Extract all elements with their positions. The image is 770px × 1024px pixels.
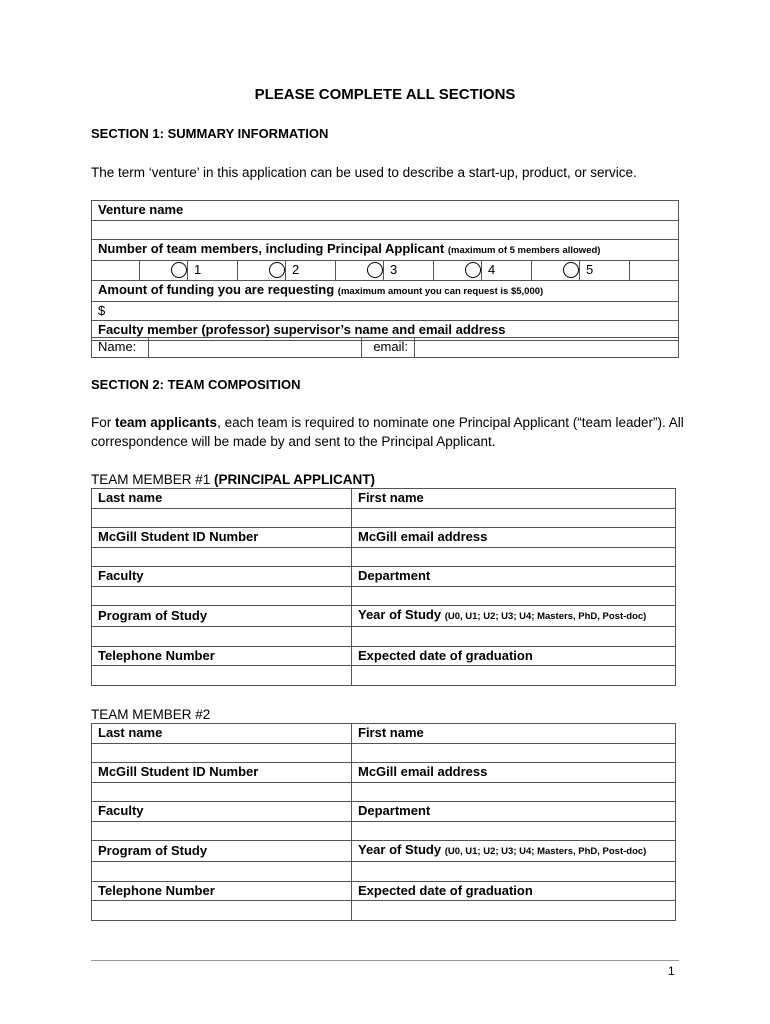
summary-table xyxy=(91,200,679,341)
option-1-label: 1 xyxy=(188,261,238,281)
radio-circle-icon[interactable] xyxy=(563,262,579,278)
section1-heading: SECTION 1: SUMMARY INFORMATION xyxy=(91,126,329,141)
first-name-input[interactable] xyxy=(352,508,676,528)
team-member-2-table xyxy=(91,723,676,921)
option-3-label: 3 xyxy=(384,261,434,281)
option-3-radio[interactable] xyxy=(336,261,384,281)
year-label: Year of Study xyxy=(358,842,442,857)
graduation-input[interactable] xyxy=(352,666,676,686)
graduation-label: Expected date of graduation xyxy=(352,646,676,666)
venture-name-input[interactable] xyxy=(92,220,679,240)
first-name-label: First name xyxy=(352,724,676,744)
first-name-label: First name xyxy=(352,489,676,509)
faculty-input[interactable] xyxy=(92,586,352,606)
graduation-label: Expected date of graduation xyxy=(352,881,676,901)
venture-name-label: Venture name xyxy=(92,201,679,221)
team-member-1-table xyxy=(91,488,676,686)
graduation-input[interactable] xyxy=(352,901,676,921)
email-address-label: McGill email address xyxy=(352,763,676,783)
option-4-label: 4 xyxy=(482,261,532,281)
footer-divider xyxy=(91,960,679,961)
last-name-input[interactable] xyxy=(92,508,352,528)
team-members-note: (maximum of 5 members allowed) xyxy=(447,245,601,256)
radio-circle-icon[interactable] xyxy=(171,262,187,278)
department-input[interactable] xyxy=(352,586,676,606)
funding-note: (maximum amount you can request is $5,000) xyxy=(337,285,544,297)
dollar-prefix: $ xyxy=(98,302,106,318)
supervisor-table xyxy=(91,337,679,358)
year-input[interactable] xyxy=(352,627,676,647)
email-address-input[interactable] xyxy=(352,782,676,802)
telephone-input[interactable] xyxy=(92,666,352,686)
student-id-input[interactable] xyxy=(92,782,352,802)
department-input[interactable] xyxy=(352,821,676,841)
option-2-label: 2 xyxy=(286,261,336,281)
section1-intro: The term ‘venture’ in this application can be used to describe a start-up, product, or service. xyxy=(91,165,637,180)
faculty-label: Faculty xyxy=(92,567,352,587)
team-applicants-emphasis: team applicants xyxy=(115,415,218,430)
program-label: Program of Study xyxy=(92,841,352,862)
email-label: email: xyxy=(362,338,415,358)
team-members-label: Number of team members, including Principal Applicant xyxy=(98,241,445,256)
faculty-label: Faculty xyxy=(92,802,352,822)
telephone-label: Telephone Number xyxy=(92,646,352,666)
telephone-label: Telephone Number xyxy=(92,881,352,901)
supervisor-label: Faculty member (professor) supervisor’s name and email address xyxy=(92,321,679,341)
radio-circle-icon[interactable] xyxy=(367,262,383,278)
first-name-input[interactable] xyxy=(352,743,676,763)
option-5-label: 5 xyxy=(580,261,630,281)
option-1-radio[interactable] xyxy=(140,261,188,281)
funding-input[interactable] xyxy=(92,301,679,321)
team-member-1-heading: TEAM MEMBER #1 (PRINCIPAL APPLICANT) xyxy=(91,472,376,487)
program-input[interactable] xyxy=(92,627,352,647)
program-label: Program of Study xyxy=(92,606,352,627)
option-2-radio[interactable] xyxy=(238,261,286,281)
funding-label: Amount of funding you are requesting xyxy=(98,281,335,297)
student-id-input[interactable] xyxy=(92,547,352,567)
year-label-cell xyxy=(352,606,676,627)
telephone-input[interactable] xyxy=(92,901,352,921)
year-input[interactable] xyxy=(352,862,676,882)
year-note: (U0, U1; U2; U3; U4; Masters, PhD, Post-doc) xyxy=(444,846,647,857)
funding-row xyxy=(92,280,679,301)
team-member-2-heading: TEAM MEMBER #2 xyxy=(91,707,211,722)
faculty-input[interactable] xyxy=(92,821,352,841)
radio-circle-icon[interactable] xyxy=(269,262,285,278)
department-label: Department xyxy=(352,802,676,822)
year-note: (U0, U1; U2; U3; U4; Masters, PhD, Post-doc) xyxy=(444,611,647,622)
team-members-row xyxy=(92,240,679,261)
program-input[interactable] xyxy=(92,862,352,882)
section2-intro: For team applicants, each team is required to nominate one Principal Applicant (“team leader”). All correspondence will be made by and sent to the Principal Applicant. xyxy=(91,415,684,449)
last-name-label: Last name xyxy=(92,489,352,509)
supervisor-email-input[interactable] xyxy=(415,338,679,358)
last-name-label: Last name xyxy=(92,724,352,744)
option-4-radio[interactable] xyxy=(434,261,482,281)
page-number: 1 xyxy=(668,964,675,978)
name-label: Name: xyxy=(92,338,149,358)
supervisor-name-input[interactable] xyxy=(149,338,362,358)
student-id-label: McGill Student ID Number xyxy=(92,763,352,783)
year-label-cell xyxy=(352,841,676,862)
student-id-label: McGill Student ID Number xyxy=(92,528,352,548)
radio-circle-icon[interactable] xyxy=(465,262,481,278)
last-name-input[interactable] xyxy=(92,743,352,763)
year-label: Year of Study xyxy=(358,607,442,622)
email-address-input[interactable] xyxy=(352,547,676,567)
page-title: PLEASE COMPLETE ALL SECTIONS xyxy=(254,86,516,103)
option-5-radio[interactable] xyxy=(532,261,580,281)
email-address-label: McGill email address xyxy=(352,528,676,548)
department-label: Department xyxy=(352,567,676,587)
section2-heading: SECTION 2: TEAM COMPOSITION xyxy=(91,377,301,392)
